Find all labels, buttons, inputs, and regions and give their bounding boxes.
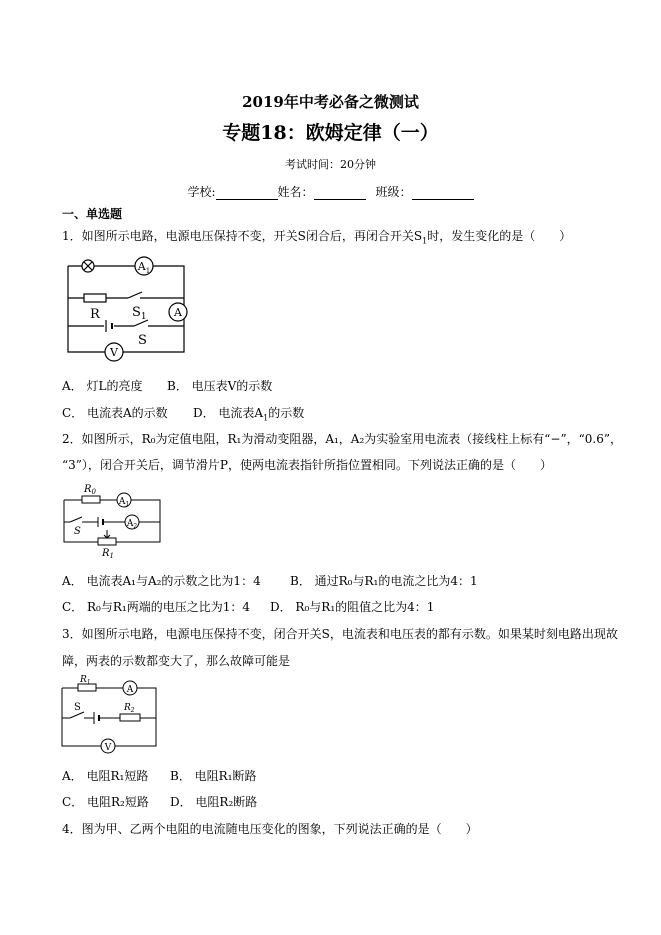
q2-ammeter-a1-label: $A_1$: [118, 497, 130, 508]
q3-r1-label: $R_1$: [80, 675, 91, 686]
school-label: 学校:: [187, 185, 216, 199]
question-3-circuit-diagram: [58, 674, 164, 754]
q1-ammeter-a1-label: $A_1$: [137, 260, 151, 275]
name-blank[interactable]: [314, 187, 366, 200]
q3-option-b[interactable]: B． 电阻R₁断路: [170, 769, 257, 783]
q3-option-a[interactable]: A． 电阻R₁短路: [62, 769, 149, 783]
q3-option-d[interactable]: D． 电阻R₂断路: [170, 795, 258, 809]
q1-resistor-label: R: [90, 307, 100, 322]
question-1-stem: 1．如图所示电路，电源电压保持不变，开关S闭合后，再闭合开关$S_1$时，发生变化的是（ ）: [62, 229, 572, 246]
question-1-circuit-diagram: [64, 254, 192, 362]
q3-voltmeter-label: V: [104, 743, 112, 753]
section-title: 一、单选题: [62, 207, 123, 221]
q3-r2-label: $R_2$: [124, 703, 135, 714]
q1-switch-s1-label: $S_1$: [132, 305, 147, 322]
q2-r0-label: $R_0$: [84, 484, 96, 496]
q2-option-a[interactable]: A． 电流表A₁与A₂的示数之比为1：4: [62, 574, 261, 588]
question-2-circuit-diagram: [60, 480, 170, 560]
exam-time: 考试时间：20分钟: [285, 158, 376, 171]
q1-option-d[interactable]: D． 电流表$A_1$的示数: [193, 406, 305, 423]
name-label: 姓名：: [277, 185, 314, 199]
q1-option-a[interactable]: A． 灯L的亮度: [62, 379, 143, 393]
q1-ammeter-a-label: A: [174, 306, 182, 319]
question-2-stem-line2: “3”），闭合开关后，调节滑片P，使两电流表指针所指位置相同。下列说法正确的是（ ）: [62, 458, 552, 472]
q3-ammeter-label: A: [126, 685, 134, 695]
q2-option-b[interactable]: B． 通过R₀与R₁的电流之比为4：1: [290, 574, 478, 588]
paper-title: 2019年中考必备之微测试: [242, 93, 419, 111]
q3-switch-label: S: [74, 702, 81, 713]
q2-option-d[interactable]: D． R₀与R₁的阻值之比为4：1: [270, 600, 435, 614]
question-4-stem: 4．图为甲、乙两个电阻的电流随电压变化的图象，下列说法正确的是（ ）: [62, 822, 478, 836]
q1-option-b[interactable]: B． 电压表V的示数: [167, 379, 273, 393]
q1-switch-s-label: S: [138, 333, 147, 348]
class-blank[interactable]: [412, 187, 474, 200]
q2-switch-label: S: [74, 526, 81, 537]
school-blank[interactable]: [216, 187, 278, 200]
q2-option-c[interactable]: C． R₀与R₁两端的电压之比为1：4: [62, 600, 250, 614]
question-3-stem-line1: 3．如图所示电路，电源电压保持不变，闭合开关S，电流表和电压表的都有示数。如果某时刻电路出现故: [62, 627, 618, 641]
class-label: 班级：: [375, 185, 412, 199]
q3-option-c[interactable]: C． 电阻R₂短路: [62, 795, 149, 809]
student-info-fields: [0, 183, 661, 200]
q2-r1-label: $R_1$: [102, 548, 114, 560]
question-2-stem-line1: 2．如图所示，R₀为定值电阻，R₁为滑动变阻器，A₁，A₂为实验室用电流表（接线柱上标有“−”，“0.6”，: [62, 432, 622, 446]
question-3-stem-line2: 障，两表的示数都变大了，那么故障可能是: [62, 654, 291, 668]
q1-option-c[interactable]: C． 电流表A的示数: [62, 406, 168, 420]
q1-voltmeter-label: V: [110, 346, 118, 359]
paper-subtitle: 专题18：欧姆定律（一）: [222, 122, 439, 144]
q2-ammeter-a2-label: $A_2$: [126, 519, 138, 530]
